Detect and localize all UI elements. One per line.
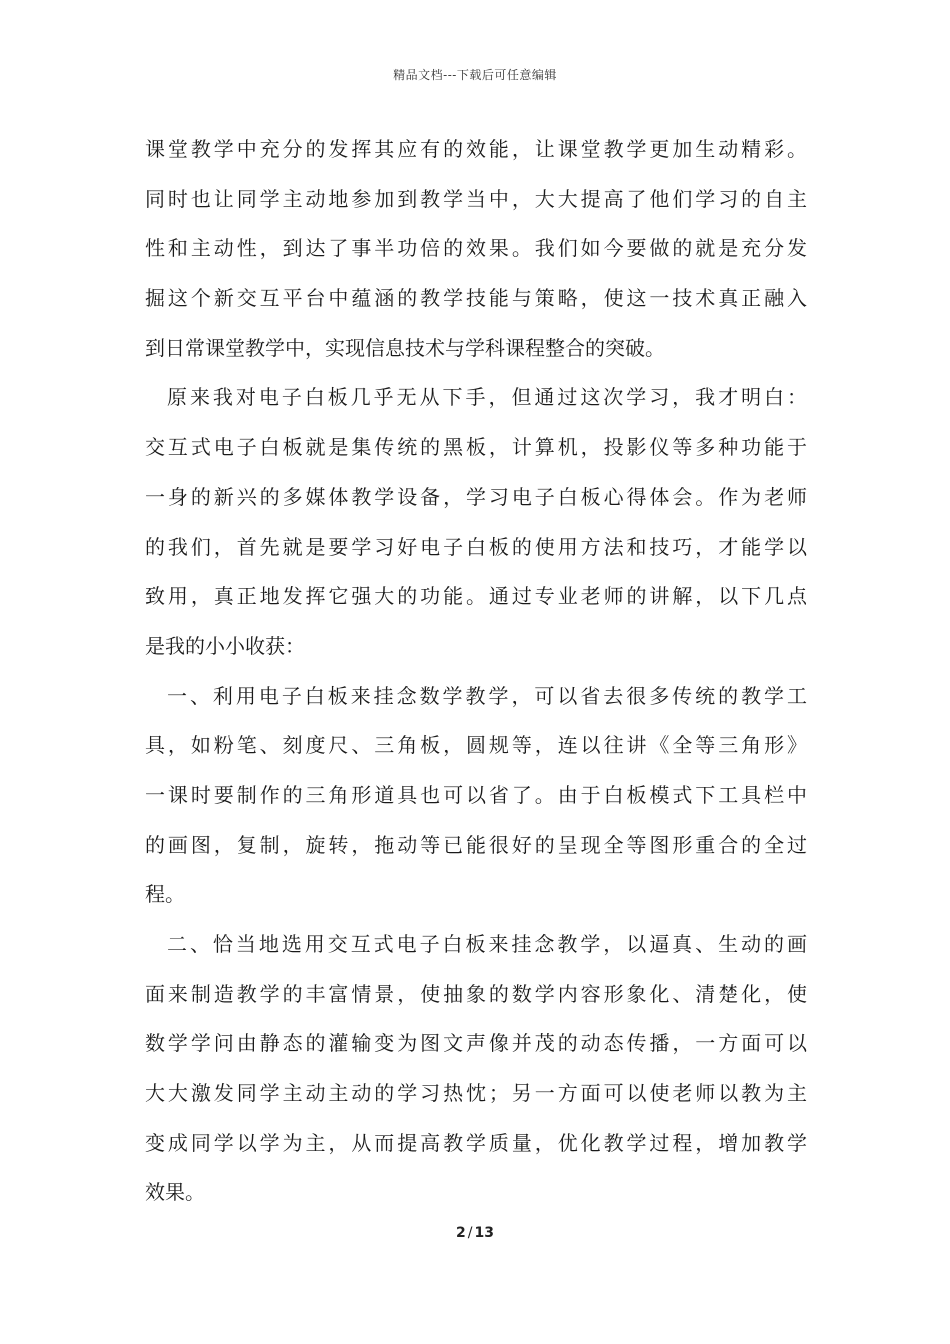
text-line: 交互式电子白板就是集传统的黑板，计算机，投影仪等多种功能于 [145,435,807,460]
text-line: 到日常课堂教学中，实现信息技术与学科课程整合的突破。 [145,335,665,360]
text-line: 是我的小小收获： [145,633,305,658]
text-line: 程。 [145,882,185,907]
text-line: 数学学问由静态的灌输变为图文声像并茂的动态传播，一方面可以 [145,1031,807,1056]
paragraph [145,920,807,1218]
text-line: 课堂教学中充分的发挥其应有的效能，让课堂教学更加生动精彩。 [145,137,807,161]
text-line: 原来我对电子白板几乎无从下手，但通过这次学习，我才明白： [167,385,807,410]
text-line: 变成同学以学为主，从而提高教学质量，优化教学过程，增加教学 [145,1130,807,1155]
text-line: 性和主动性，到达了事半功倍的效果。我们如今要做的就是充分发 [145,236,807,261]
page-header: 精品文档---下载后可任意编辑 [393,68,557,82]
text-line: 同时也让同学主动地参加到教学当中，大大提高了他们学习的自主 [145,186,807,211]
text-line: 二、恰当地选用交互式电子白板来挂念教学，以逼真、生动的画 [167,932,807,956]
text-line: 具，如粉笔、刻度尺、三角板，圆规等，连以往讲《全等三角形》 [145,733,807,758]
text-line: 面来制造教学的丰富情景，使抽象的数学内容形象化、清楚化，使 [145,981,807,1006]
paragraph [145,672,807,920]
text-line: 大大激发同学主动主动的学习热忱；另一方面可以使老师以教为主 [145,1081,807,1106]
text-line: 掘这个新交互平台中蕴涵的教学技能与策略，使这一技术真正融入 [145,286,807,311]
text-line: 效果。 [145,1180,205,1205]
page-separator: / [467,1225,473,1241]
paragraph [145,125,807,373]
text-line: 一身的新兴的多媒体教学设备，学习电子白板心得体会。作为老师 [145,484,807,509]
text-line: 致用，真正地发挥它强大的功能。通过专业老师的讲解，以下几点 [145,584,807,609]
text-line: 的画图，复制，旋转，拖动等已能很好的呈现全等图形重合的全过 [145,832,807,857]
paragraph [145,373,807,671]
text-line: 的我们，首先就是要学习好电子白板的使用方法和技巧，才能学以 [145,534,807,559]
text-line: 一、利用电子白板来挂念数学教学，可以省去很多传统的教学工 [167,683,807,708]
total-page-count: 13 [474,1225,494,1241]
page-number [0,1225,950,1241]
text-line: 一课时要制作的三角形道具也可以省了。由于白板模式下工具栏中 [145,782,807,807]
current-page-number: 2 [456,1225,466,1241]
document-body [145,125,807,1218]
